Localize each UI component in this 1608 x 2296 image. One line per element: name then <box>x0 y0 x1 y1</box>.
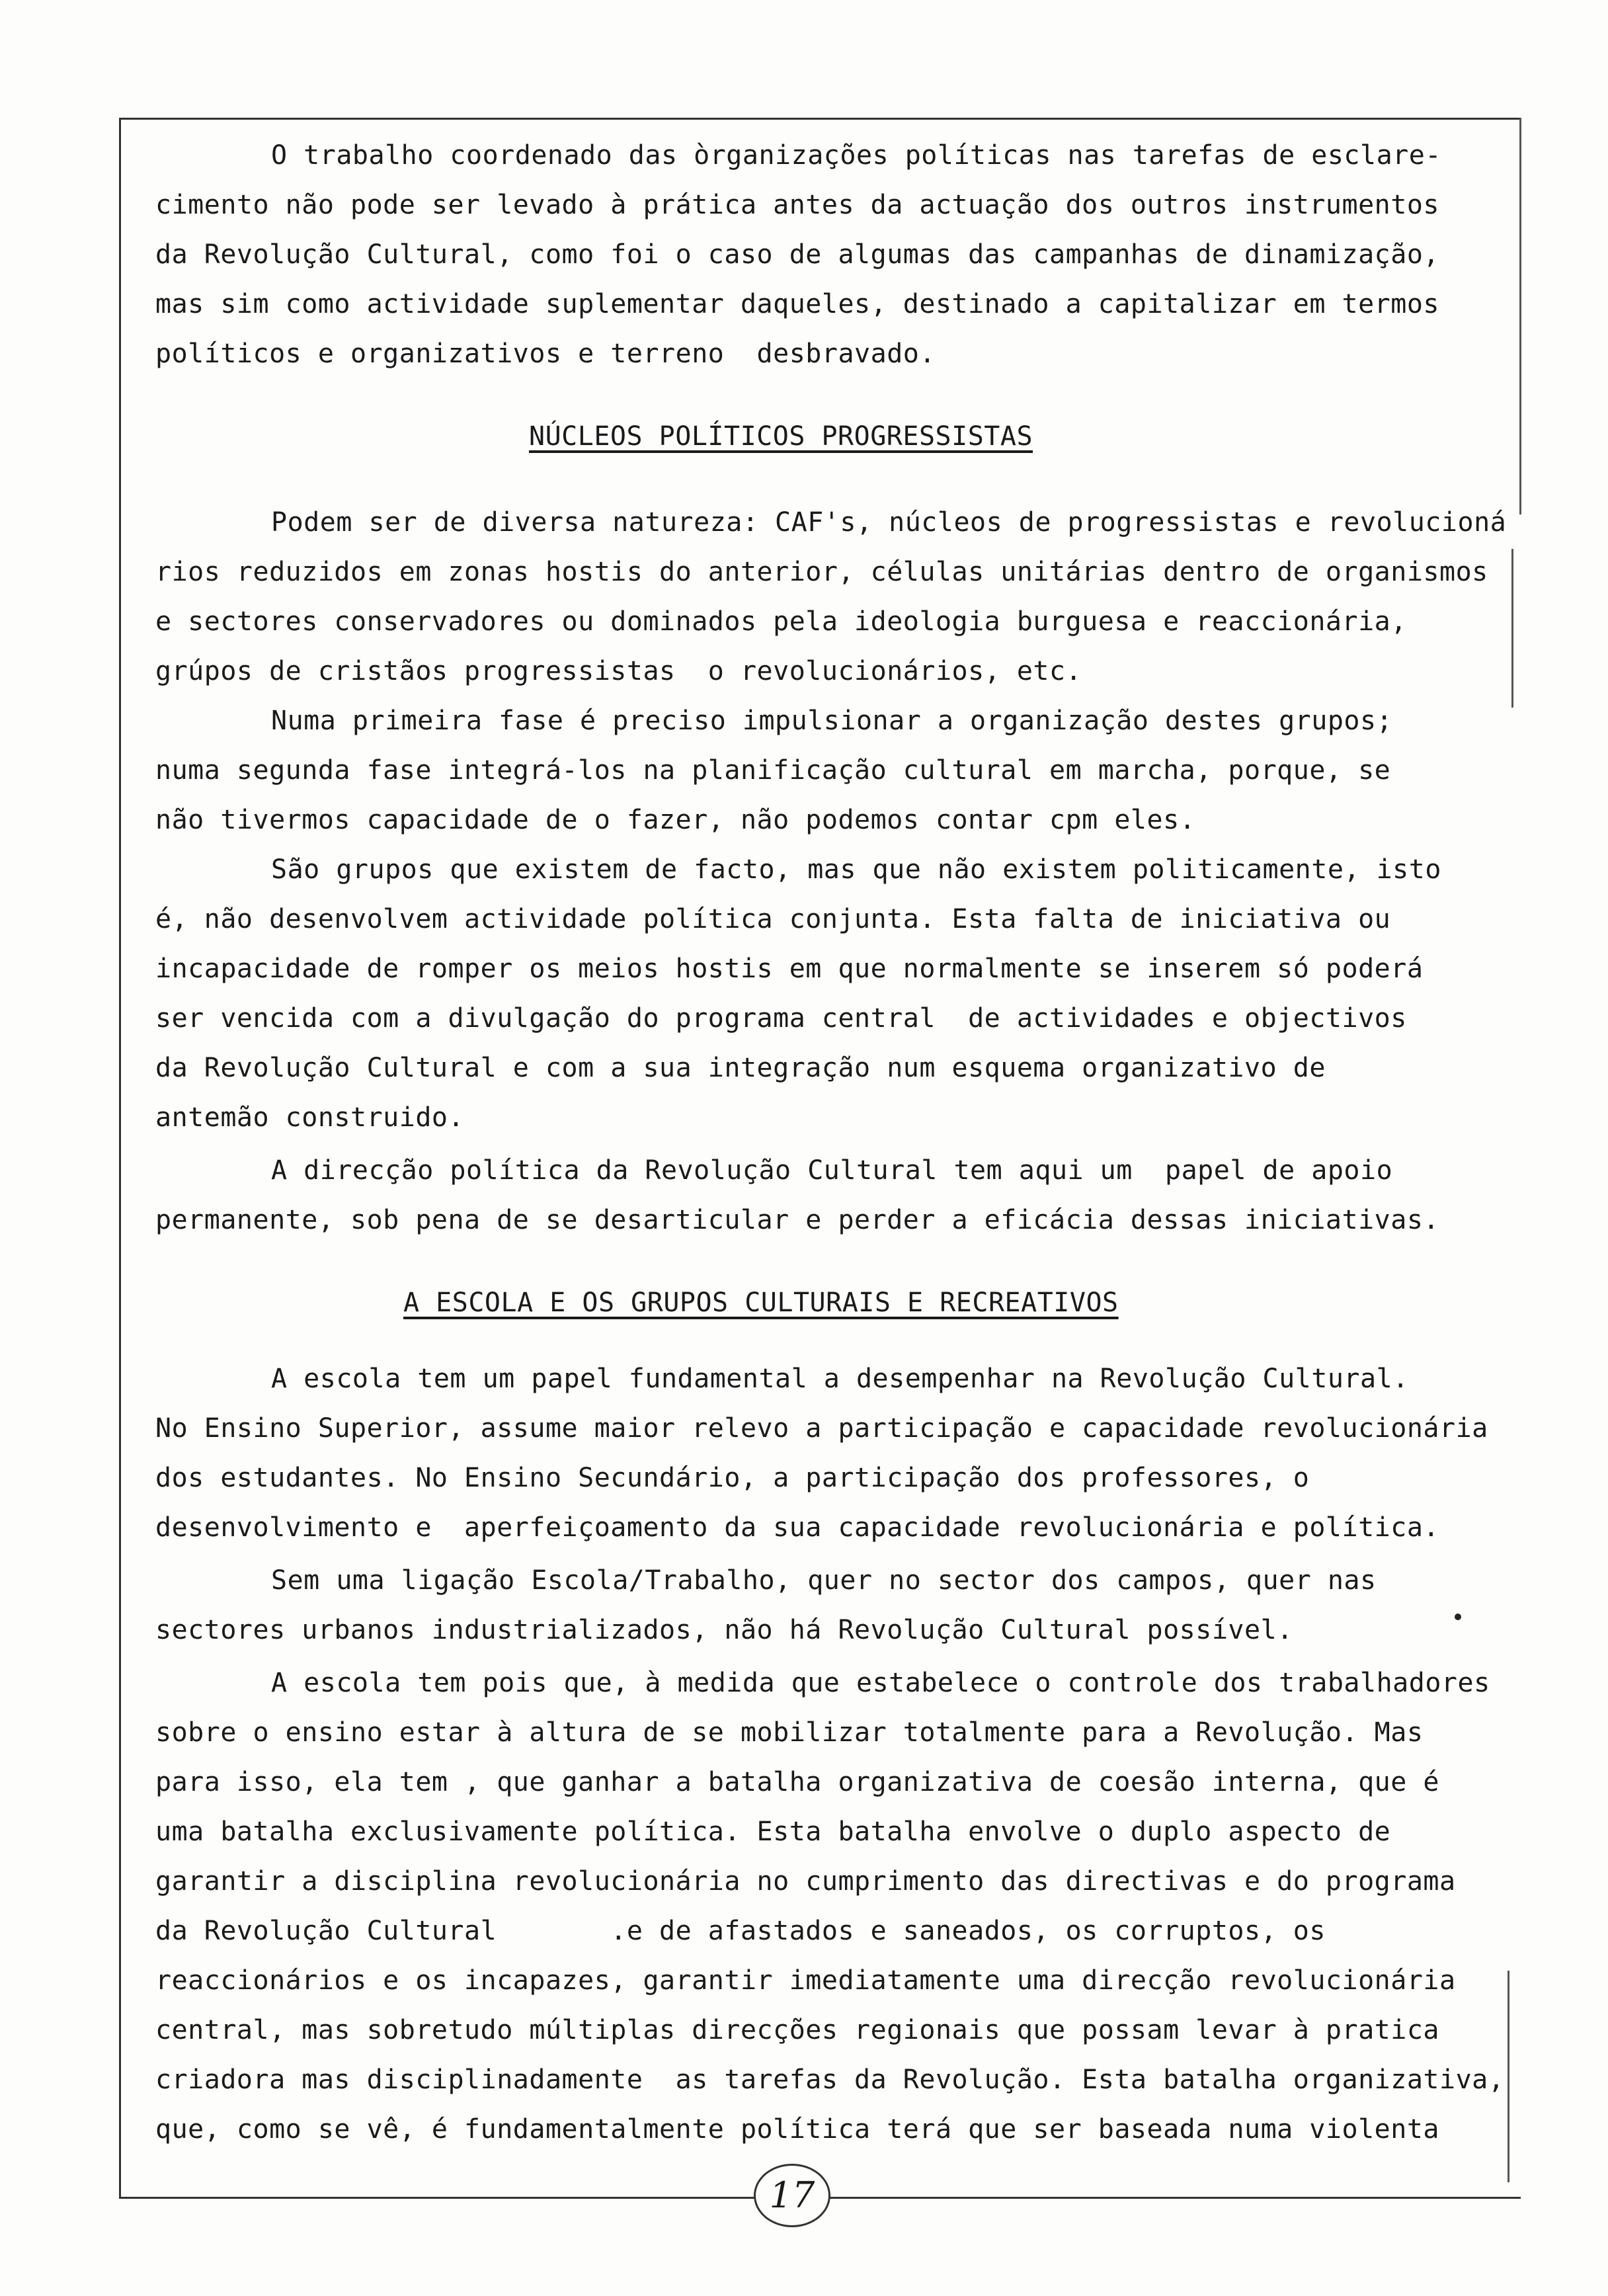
text-line: da Revolução Cultural .e de afastados e saneados, os corruptos, os <box>155 1916 1326 1946</box>
frame-right-line <box>1519 118 1521 514</box>
text-line: antemão construido. <box>155 1102 465 1133</box>
text-line: A direcção política da Revolução Cultural tem aqui um papel de apoio <box>271 1155 1393 1186</box>
text-line: uma batalha exclusivamente política. Esta batalha envolve o duplo aspecto de <box>155 1817 1391 1847</box>
text-line: sectores urbanos industrializados, não há Revolução Cultural possível. <box>155 1615 1293 1645</box>
text-line: e sectores conservadores ou dominados pela ideologia burguesa e reaccionária, <box>155 606 1407 637</box>
text-line: O trabalho coordenado das òrganizações políticas nas tarefas de esclare- <box>271 140 1441 171</box>
text-line: central, mas sobretudo múltiplas direcções regionais que possam levar à pratica <box>155 2015 1439 2045</box>
text-line: criadora mas disciplinadamente as tarefas da Revolução. Esta batalha organizativa, <box>155 2065 1505 2095</box>
text-line: Sem uma ligação Escola/Trabalho, quer no sector dos campos, quer nas <box>271 1565 1377 1596</box>
text-line: No Ensino Superior, assume maior relevo a participação e capacidade revolucionária <box>155 1413 1488 1444</box>
text-line: sobre o ensino estar à altura de se mobilizar totalmente para a Revolução. Mas <box>155 1717 1424 1748</box>
text-line: não tivermos capacidade de o fazer, não podemos contar cpm eles. <box>155 805 1196 835</box>
text-line: políticos e organizativos e terreno desbravado. <box>155 339 936 369</box>
text-line: A escola tem pois que, à medida que estabelece o controle dos trabalhadores <box>271 1668 1490 1698</box>
text-line: da Revolução Cultural, como foi o caso de algumas das campanhas de dinamização, <box>155 239 1439 270</box>
section-heading: NÚCLEOS POLÍTICOS PROGRESSISTAS <box>529 421 1033 452</box>
section-heading: A ESCOLA E OS GRUPOS CULTURAIS E RECREATIVOS <box>403 1288 1119 1318</box>
text-line: para isso, ela tem , que ganhar a batalha organizativa de coesão interna, que é <box>155 1767 1439 1797</box>
frame-top-line <box>119 118 1521 120</box>
text-line: São grupos que existem de facto, mas que não existem politicamente, isto <box>271 854 1441 885</box>
frame-right-line <box>1508 1971 1509 2182</box>
text-line: permanente, sob pena de se desarticular e perder a eficácia dessas iniciativas. <box>155 1205 1439 1235</box>
text-line: mas sim como actividade suplementar daqueles, destinado a capitalizar em termos <box>155 289 1439 319</box>
text-line: Podem ser de diversa natureza: CAF's, núcleos de progressistas e revolucioná <box>271 507 1507 538</box>
text-line: incapacidade de romper os meios hostis em que normalmente se inserem só poderá <box>155 954 1424 984</box>
text-line: garantir a disciplina revolucionária no cumprimento das directivas e do programa <box>155 1866 1456 1897</box>
text-line: A escola tem um papel fundamental a desempenhar na Revolução Cultural. <box>271 1364 1409 1394</box>
text-line: que, como se vê, é fundamentalmente política terá que ser baseada numa violenta <box>155 2114 1439 2145</box>
text-line: numa segunda fase integrá-los na planificação cultural em marcha, porque, se <box>155 755 1391 786</box>
text-line: dos estudantes. No Ensino Secundário, a participação dos professores, o <box>155 1463 1310 1493</box>
text-line: ser vencida com a divulgação do programa central de actividades e objectivos <box>155 1003 1407 1034</box>
text-line: da Revolução Cultural e com a sua integração num esquema organizativo de <box>155 1053 1326 1083</box>
text-line: rios reduzidos em zonas hostis do anterior, células unitárias dentro de organismos <box>155 557 1488 587</box>
text-line: Numa primeira fase é preciso impulsionar a organização destes grupos; <box>271 706 1393 736</box>
frame-right-line <box>1511 549 1513 708</box>
text-line: é, não desenvolvem actividade política conjunta. Esta falta de iniciativa ou <box>155 904 1391 934</box>
text-line: cimento não pode ser levado à prática antes da actuação dos outros instrumentos <box>155 190 1439 220</box>
frame-left-line <box>119 118 121 2197</box>
page-number: 17 <box>754 2164 830 2227</box>
ink-dot <box>1455 1614 1461 1620</box>
text-line: reaccionários e os incapazes, garantir imediatamente uma direcção revolucionária <box>155 1965 1456 1996</box>
text-line: grúpos de cristãos progressistas o revolucionários, etc. <box>155 656 1082 686</box>
text-line: desenvolvimento e aperfeiçoamento da sua capacidade revolucionária e política. <box>155 1512 1439 1543</box>
